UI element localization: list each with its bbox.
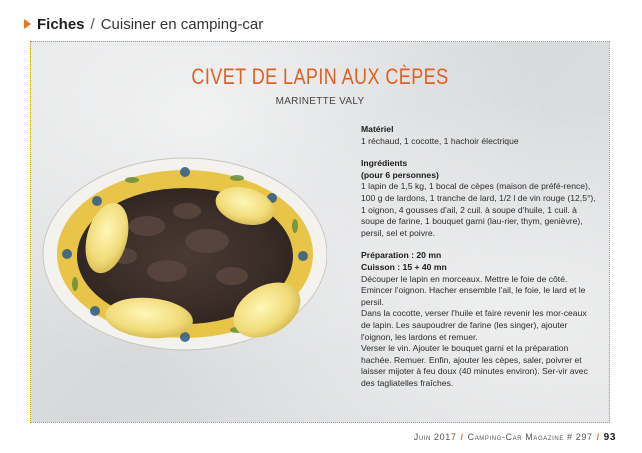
author-name: MARINETTE VALY (275, 96, 365, 107)
dish-photo (37, 146, 327, 356)
magazine-name: Camping-Car Magazine # 297 (467, 432, 593, 442)
section-header (24, 14, 263, 34)
recipe-text (361, 124, 596, 389)
page-number: 93 (603, 432, 616, 443)
step-3: Verser le vin. Ajouter le bouquet garni et la préparation hachée. Remuer. Enfin, ajouter les cèpes, saler, poivrer et laisser mijoter à feu doux (40 minutes environ). Ser-vir avec des tagliatelles fraîches. (361, 343, 588, 388)
section-label: Fiches (37, 15, 85, 33)
step-1: Découper le lapin en morceaux. Mettre le foie de côté. Emincer l'oignon. Hacher ensemble l'ail, le foie, le lard et le persil. (361, 273, 586, 307)
dish-illustration (37, 146, 327, 356)
cooking-time: Cuisson : 15 + 40 mn (361, 261, 447, 272)
materiel-text: 1 réchaud, 1 cocotte, 1 hachoir électrique (361, 135, 519, 146)
ingredients-servings: (pour 6 personnes) (361, 169, 439, 180)
recipe-title: CIVET DE LAPIN AUX CÈPES (191, 64, 449, 89)
footer-separator: / (596, 432, 600, 442)
materiel-heading: Matériel (361, 124, 394, 134)
footer-separator: / (460, 432, 464, 442)
header-separator: / (90, 15, 95, 33)
issue-date: Juin 2017 (413, 432, 457, 442)
ingredients-text: 1 lapin de 1,5 kg, 1 bocal de cèpes (maison de préfé-rence), 100 g de lardons, 1 tranche de lard, 1/2 l de vin rouge (12,5°), 1 oignon, 4 gousses d'ail, 2 cuil. à soupe d'huile, 1 cuil. à soupe de farine, 1 bouquet garni (lau-rier, thym, genièvre), persil, sel et poivre. (361, 181, 596, 238)
ingredients-heading: Ingrédients (361, 158, 408, 169)
recipe-panel (30, 41, 610, 423)
triangle-bullet-icon (24, 19, 31, 29)
preparation-time: Préparation : 20 mn (361, 250, 442, 261)
page-footer (414, 432, 616, 443)
subsection-label: Cuisiner en camping-car (100, 15, 264, 33)
step-2: Dans la cocotte, verser l'huile et faire revenir les mor-ceaux de lapin. Les saupoudrer de farine (les singer), ajouter l'oignon, les lardons et remuer. (361, 308, 587, 342)
